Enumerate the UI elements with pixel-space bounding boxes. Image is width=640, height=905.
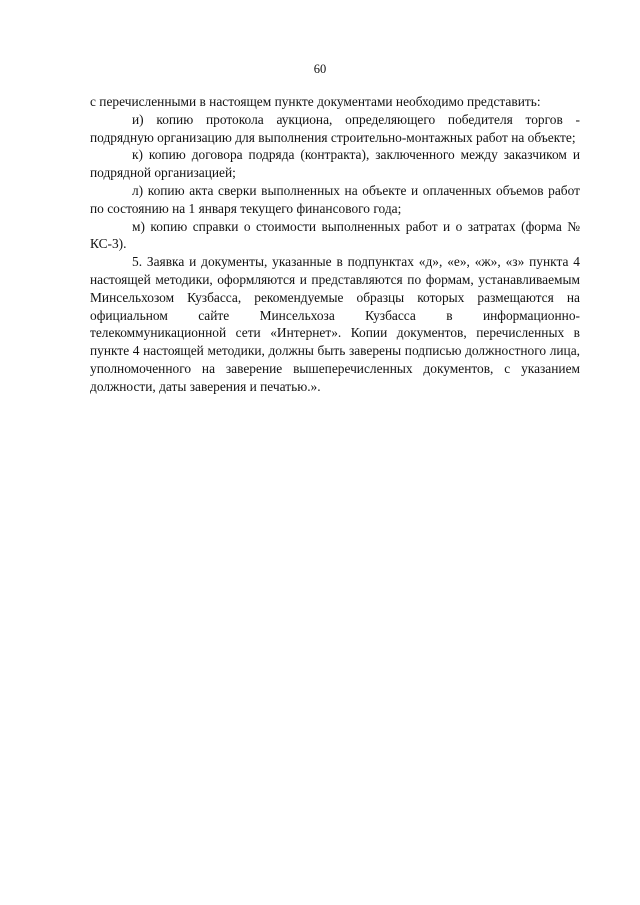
page-number: 60 <box>313 62 327 76</box>
paragraph-clause-5: 5. Заявка и документы, указанные в подпунктах «д», «е», «ж», «з» пункта 4 настоящей методики, оформляются и представляются по формам, устанавливаемым Минсельхозом Кузбасса, рекомендуемые образцы которых размещаются на официальном сайте Минсельхоза Кузбасса в информационно-телекоммуникационной сети «Интернет». Копии документов, перечисленных в пункте 4 настоящей методики, должны быть заверены подписью должностного лица, уполномоченного на заверение вышеперечисленных документов, с указанием должности, даты заверения и печатью.». <box>90 254 580 394</box>
document-body <box>90 93 580 396</box>
paragraph-intro: с перечисленными в настоящем пункте документами необходимо представить: <box>90 94 541 109</box>
paragraph-item-l: л) копию акта сверки выполненных на объекте и оплаченных объемов работ по состоянию на 1 января текущего финансового года; <box>90 182 580 216</box>
paragraph-item-k: к) копию договора подряда (контракта), заключенного между заказчиком и подрядной организацией; <box>90 147 580 181</box>
paragraph-item-i: и) копию протокола аукциона, определяющего победителя торгов - подрядную организацию для выполнения строительно-монтажных работ на объекте; <box>90 111 580 145</box>
paragraph-item-m: м) копию справки о стоимости выполненных работ и о затратах (форма № КС-3). <box>90 218 580 252</box>
